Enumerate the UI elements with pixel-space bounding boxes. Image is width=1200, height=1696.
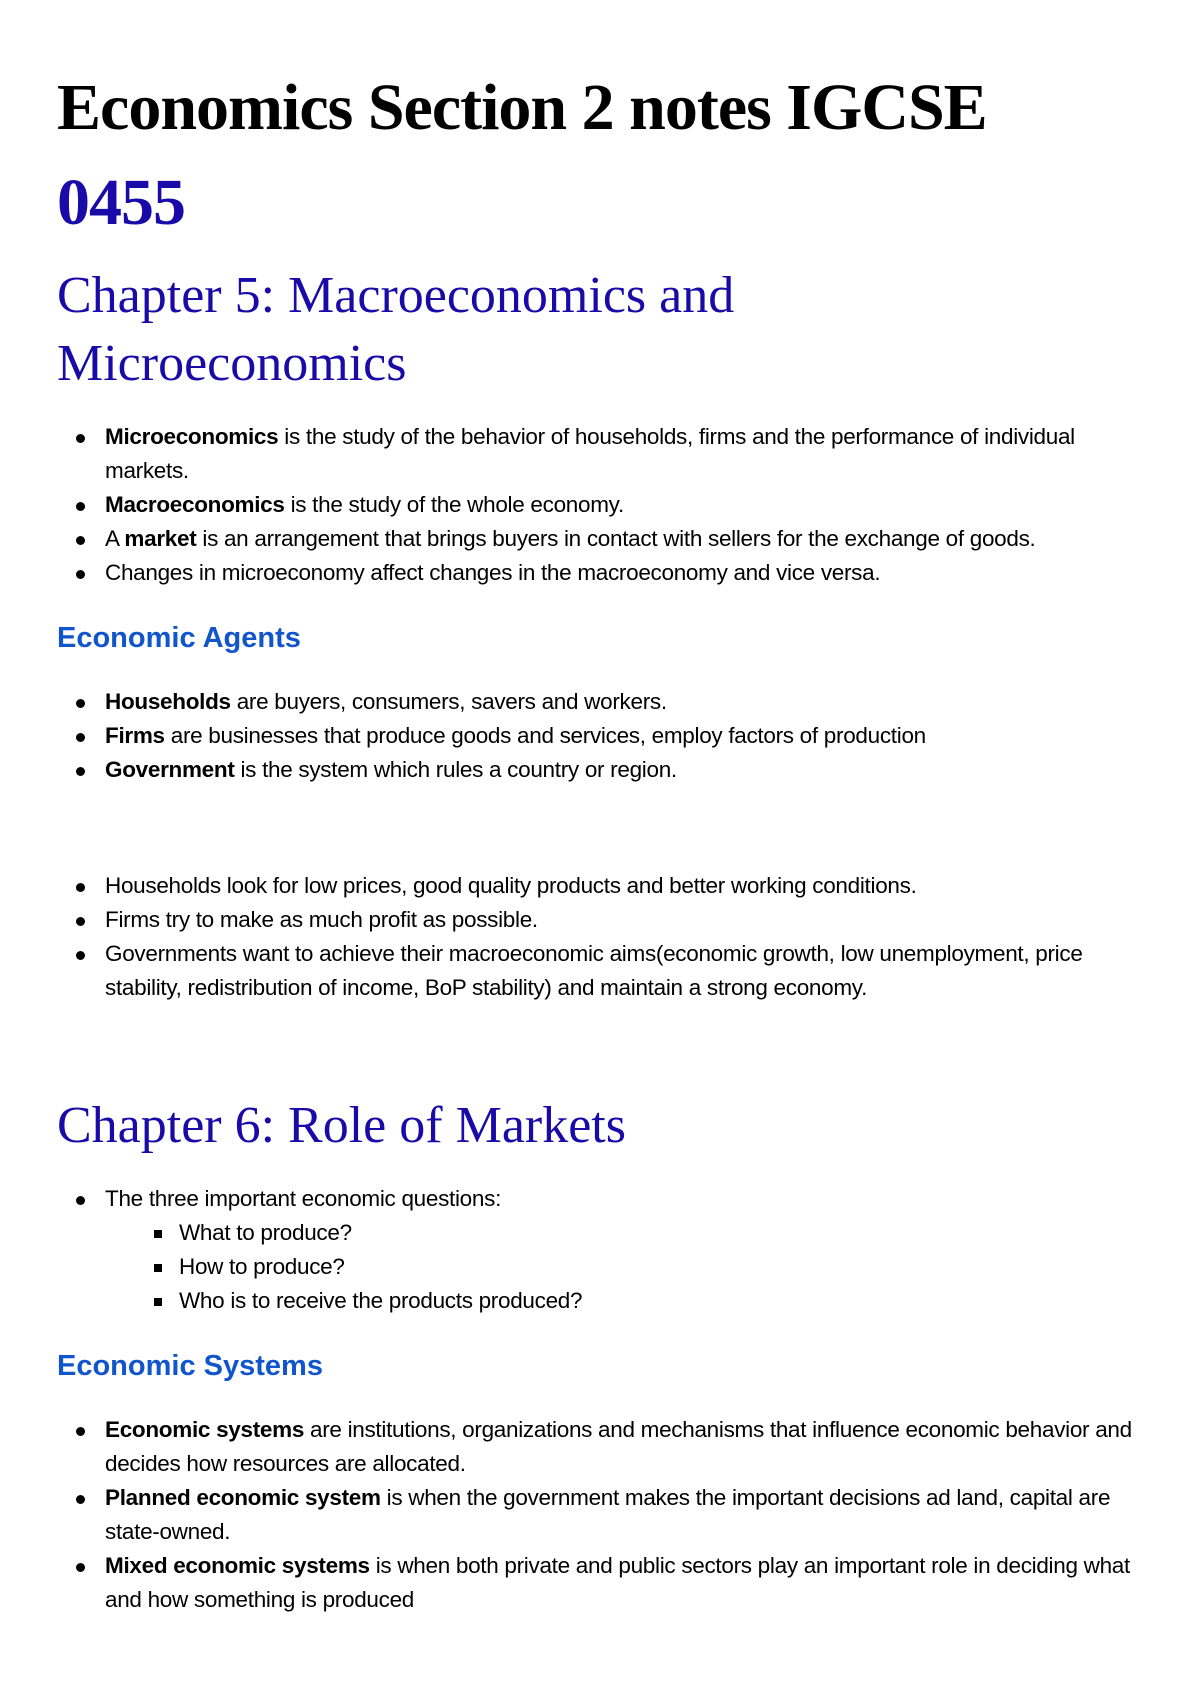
- list-item: A market is an arrangement that brings buyers in contact with sellers for the exchange of goods.: [57, 522, 1160, 556]
- list-item: Government is the system which rules a country or region.: [57, 753, 1160, 787]
- economic-systems-heading: Economic Systems: [57, 1350, 323, 1382]
- list-item: Mixed economic systems is when both private and public sectors play an important role in deciding what and how something is produced: [57, 1549, 1160, 1617]
- aims-list: [57, 869, 1160, 1005]
- questions-list: [57, 1182, 1160, 1318]
- title-line1: Economics Section 2 notes IGCSE: [57, 71, 987, 144]
- list-item: Planned economic system is when the government makes the important decisions ad land, capital are state-owned.: [57, 1481, 1160, 1549]
- list-item: Households are buyers, consumers, savers and workers.: [57, 685, 1160, 719]
- chapter6-heading: Chapter 6: Role of Markets: [57, 1097, 626, 1154]
- list-item: The three important economic questions:: [57, 1182, 1160, 1216]
- sub-list-item: What to produce?: [57, 1216, 1160, 1250]
- title-line2: 0455: [57, 166, 185, 239]
- systems-list: [57, 1413, 1160, 1617]
- chapter5-heading: Chapter 5: Macroeconomics and Microeconomics: [57, 267, 735, 392]
- list-item: Changes in microeconomy affect changes in the macroeconomy and vice versa.: [57, 556, 1160, 590]
- list-item: Firms try to make as much profit as possible.: [57, 903, 1160, 937]
- list-item: Firms are businesses that produce goods and services, employ factors of production: [57, 719, 1160, 753]
- sub-list-item: Who is to receive the products produced?: [57, 1284, 1160, 1318]
- list-item: Macroeconomics is the study of the whole economy.: [57, 488, 1160, 522]
- economic-agents-heading: Economic Agents: [57, 622, 301, 654]
- list-item: Households look for low prices, good quality products and better working conditions.: [57, 869, 1160, 903]
- agents-list: [57, 685, 1160, 787]
- document-title: [57, 60, 1160, 250]
- list-item: Economic systems are institutions, organizations and mechanisms that influence economic behavior and decides how resources are allocated.: [57, 1413, 1160, 1481]
- list-item: Governments want to achieve their macroeconomic aims(economic growth, low unemployment, price stability, redistribution of income, BoP stability) and maintain a strong economy.: [57, 937, 1160, 1005]
- list-item: Microeconomics is the study of the behavior of households, firms and the performance of individual markets.: [57, 420, 1160, 488]
- sub-list-item: How to produce?: [57, 1250, 1160, 1284]
- chapter5-list: [57, 420, 1160, 590]
